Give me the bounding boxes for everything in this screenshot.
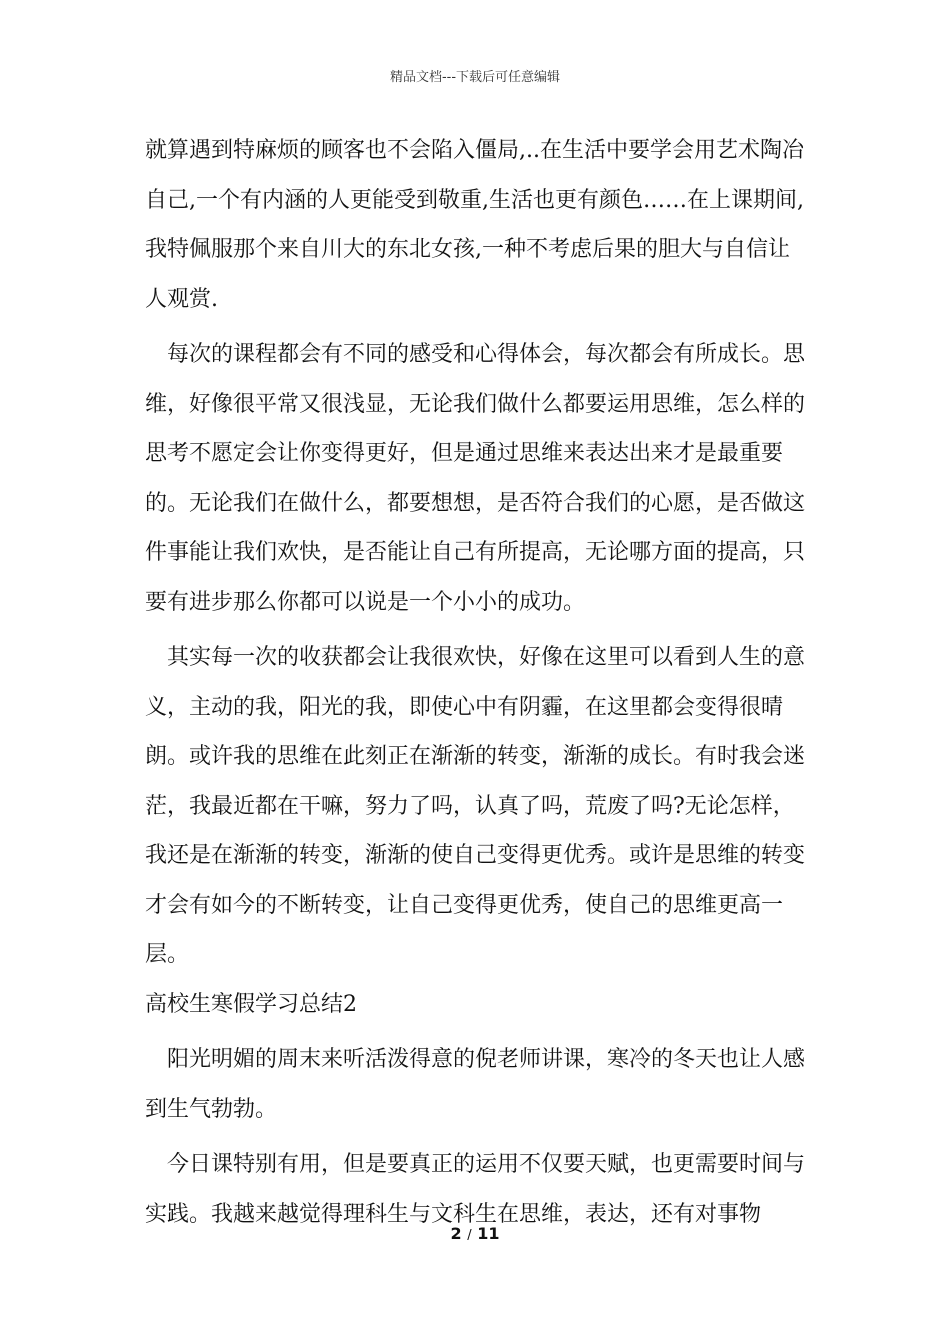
- paragraph-continued: 就算遇到特麻烦的顾客也不会陷入僵局,..在生活中要学会用艺术陶冶自己,一个有内涵的人更能受到敬重,生活也更有颜色……在上课期间,我特佩服那个来自川大的东北女孩,一种不考虑后果的胆大与自信让人观赏.: [145, 138, 804, 312]
- paragraph-course-feelings: 每次的课程都会有不同的感受和心得体会，每次都会有所成长。思维，好像很平常又很浅显，无论我们做什么都要运用思维，怎么样的思考不愿定会让你变得更好，但是通过思维来表达出来才是最重要的。无论我们在做什么，都要想想，是否符合我们的心愿，是否做这件事能让我们欢快，是否能让自己有所提高，无论哪方面的提高，只要有进步那么你都可以说是一个小小的成功。: [145, 342, 806, 615]
- page-total: 11: [477, 1224, 500, 1243]
- page-number: [0, 1224, 950, 1243]
- paragraph-today-class: 今日课特别有用，但是要真正的运用不仅要天赋，也更需要时间与实践。我越来越觉得理科生与文科生在思维，表达，还有对事物: [145, 1152, 806, 1227]
- document-body: [145, 126, 810, 1239]
- page-current: 2: [450, 1224, 462, 1243]
- page-separator: /: [467, 1228, 472, 1243]
- section-heading: 高校生寒假学习总结2: [145, 991, 357, 1017]
- paragraph-weekend-class: 阳光明媚的周末来听活泼得意的倪老师讲课，寒冷的冬天也让人感到生气勃勃。: [145, 1047, 806, 1122]
- paragraph-harvest: 其实每一次的收获都会让我很欢快，好像在这里可以看到人生的意义，主动的我，阳光的我，即使心中有阴霾，在这里都会变得很晴朗。或许我的思维在此刻正在渐渐的转变，渐渐的成长。有时我会迷茫，我最近都在干嘛，努力了吗，认真了吗，荒废了吗?无论怎样，我还是在渐渐的转变，渐渐的使自己变得更优秀。或许是思维的转变才会有如今的不断转变，让自己变得更优秀，使自己的思维更高一层。: [145, 645, 806, 967]
- page-header: 精品文档---下载后可任意编辑: [389, 70, 561, 85]
